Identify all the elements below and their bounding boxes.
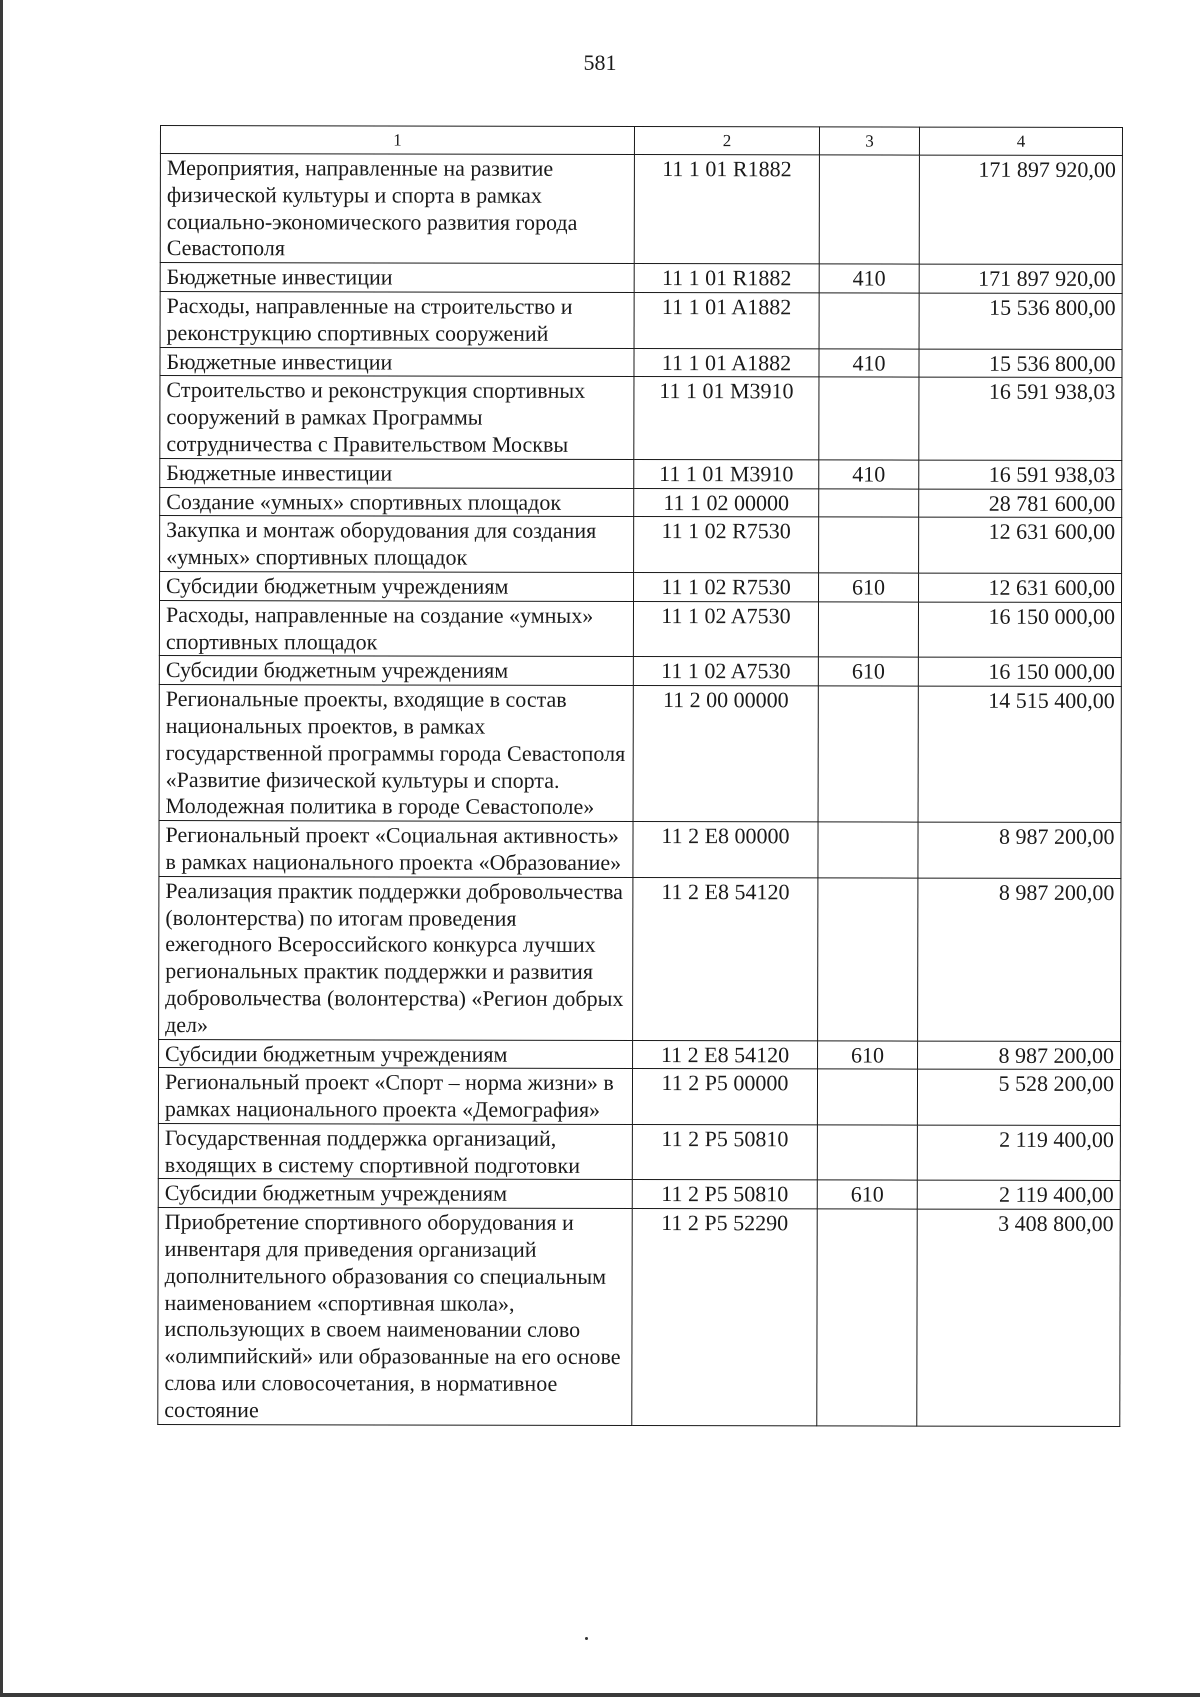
row-code-cell: 11 2 E8 00000 xyxy=(633,822,818,878)
table-row xyxy=(160,291,1122,349)
row-code-cell: 11 1 02 R7530 xyxy=(634,517,819,573)
row-amount-cell: 5 528 200,00 xyxy=(917,1069,1120,1125)
row-code-cell: 11 1 02 00000 xyxy=(634,488,819,517)
row-code-cell: 11 1 01 M3910 xyxy=(634,459,819,488)
row-type-cell: 410 xyxy=(819,264,919,293)
column-header-4: 4 xyxy=(919,127,1122,155)
row-name-cell: Субсидии бюджетным учреждениям xyxy=(160,571,634,601)
row-name-cell: Бюджетные инвестиции xyxy=(160,347,634,377)
row-name-cell: Субсидии бюджетным учреждениям xyxy=(159,1039,633,1069)
row-name-cell: Бюджетные инвестиции xyxy=(160,263,634,293)
table-row xyxy=(158,1068,1120,1126)
row-type-cell xyxy=(817,1125,917,1181)
scan-left-edge xyxy=(0,0,3,1697)
row-amount-cell: 28 781 600,00 xyxy=(919,489,1122,518)
row-amount-cell: 8 987 200,00 xyxy=(918,822,1121,878)
row-type-cell: 610 xyxy=(818,1040,918,1069)
row-code-cell: 11 1 01 R1882 xyxy=(634,264,819,293)
row-name-cell: Региональные проекты, входящие в состав национальных проектов, в рамках государственной программы города Севастополя «Развитие физической культуры и спорта. Молодежная политика в городе Севастополе» xyxy=(159,685,633,822)
table-row xyxy=(159,600,1121,658)
row-code-cell: 11 2 P5 50810 xyxy=(632,1124,817,1180)
row-name-cell: Бюджетные инвестиции xyxy=(160,458,634,488)
header-row xyxy=(160,126,1122,156)
row-type-cell xyxy=(818,686,918,822)
row-code-cell: 11 1 01 R1882 xyxy=(634,154,819,264)
row-amount-cell: 16 591 938,03 xyxy=(919,460,1122,489)
row-type-cell: 410 xyxy=(819,348,919,377)
row-name-cell: Расходы, направленные на создание «умных» спортивных площадок xyxy=(159,600,633,657)
page-number: 581 xyxy=(583,50,617,75)
row-type-cell xyxy=(817,1069,917,1125)
table-row xyxy=(160,263,1122,294)
table-row xyxy=(158,1179,1120,1210)
row-code-cell: 11 1 02 A7530 xyxy=(633,601,818,657)
row-code-cell: 11 2 E8 54120 xyxy=(633,1040,818,1069)
table-row xyxy=(159,656,1121,687)
row-amount-cell: 3 408 800,00 xyxy=(917,1209,1120,1426)
row-name-cell: Расходы, направленные на строительство и реконструкцию спортивных сооружений xyxy=(160,291,634,348)
row-name-cell: Региональный проект «Социальная активность» в рамках национального проекта «Образование» xyxy=(159,821,633,878)
table-row xyxy=(160,376,1122,460)
row-name-cell: Приобретение спортивного оборудования и инвентаря для приведения организаций дополнительного образования со специальным наименованием «спортивная школа», использующих в своем наименовании слово «олимпийский» или образованные на его основе слова или словосочетания, в нормативное состояние xyxy=(158,1208,632,1425)
row-type-cell xyxy=(819,377,919,460)
row-type-cell xyxy=(818,878,918,1041)
row-amount-cell: 14 515 400,00 xyxy=(918,686,1121,822)
row-amount-cell: 15 536 800,00 xyxy=(919,293,1122,349)
row-code-cell: 11 2 P5 52290 xyxy=(632,1209,817,1426)
row-amount-cell: 171 897 920,00 xyxy=(919,264,1122,293)
row-code-cell: 11 2 00 00000 xyxy=(633,686,818,822)
row-name-cell: Реализация практик поддержки добровольчества (волонтерства) по итогам проведения ежегодного Всероссийского конкурса лучших региональных практик поддержки и развития добровольчества (волонтерства) «Регион добрых дел» xyxy=(159,876,633,1040)
row-amount-cell: 15 536 800,00 xyxy=(919,349,1122,378)
table-row xyxy=(160,487,1122,518)
budget-table xyxy=(157,125,1123,1427)
row-amount-cell: 2 119 400,00 xyxy=(917,1181,1120,1210)
row-type-cell xyxy=(819,155,919,264)
row-amount-cell: 16 591 938,03 xyxy=(919,377,1122,460)
row-code-cell: 11 2 P5 00000 xyxy=(632,1069,817,1125)
row-name-cell: Региональный проект «Спорт – норма жизни» в рамках национального проекта «Демография» xyxy=(158,1068,632,1125)
table-row xyxy=(159,685,1121,823)
row-type-cell: 410 xyxy=(819,460,919,489)
row-type-cell xyxy=(819,517,919,573)
row-type-cell xyxy=(819,293,919,349)
table-row xyxy=(160,458,1122,489)
table-row xyxy=(159,821,1121,879)
row-code-cell: 11 1 02 R7530 xyxy=(634,572,819,601)
row-code-cell: 11 2 P5 50810 xyxy=(632,1180,817,1209)
row-type-cell xyxy=(817,1209,917,1426)
row-type-cell: 610 xyxy=(818,657,918,686)
row-amount-cell: 16 150 000,00 xyxy=(918,657,1121,686)
table-row xyxy=(158,1208,1120,1426)
scan-bottom-edge xyxy=(0,1693,1200,1697)
column-header-3: 3 xyxy=(819,127,919,155)
table-row xyxy=(159,1039,1121,1070)
row-type-cell xyxy=(818,822,918,878)
table-row xyxy=(160,516,1122,574)
row-name-cell: Строительство и реконструкция спортивных сооружений в рамках Программы сотрудничества с Правительством Москвы xyxy=(160,376,634,459)
row-amount-cell: 2 119 400,00 xyxy=(917,1125,1120,1181)
table-row xyxy=(159,876,1121,1041)
row-name-cell: Создание «умных» спортивных площадок xyxy=(160,487,634,517)
table-row xyxy=(160,347,1122,378)
row-code-cell: 11 2 E8 54120 xyxy=(633,877,818,1040)
row-name-cell: Субсидии бюджетным учреждениям xyxy=(159,656,633,686)
row-amount-cell: 8 987 200,00 xyxy=(918,878,1121,1041)
table-row xyxy=(160,571,1122,602)
column-header-1: 1 xyxy=(160,126,634,155)
row-code-cell: 11 1 01 A1882 xyxy=(634,292,819,348)
table-row xyxy=(158,1123,1120,1181)
row-code-cell: 11 1 01 M3910 xyxy=(634,377,819,460)
row-type-cell xyxy=(819,488,919,517)
row-amount-cell: 12 631 600,00 xyxy=(919,517,1122,573)
row-type-cell: 610 xyxy=(819,573,919,602)
row-code-cell: 11 1 01 A1882 xyxy=(634,348,819,377)
table-row xyxy=(160,154,1122,265)
row-name-cell: Мероприятия, направленные на развитие физической культуры и спорта в рамках социально-экономического развития города Севастополя xyxy=(160,154,634,264)
row-name-cell: Субсидии бюджетным учреждениям xyxy=(158,1179,632,1209)
column-header-2: 2 xyxy=(634,126,819,154)
row-amount-cell: 171 897 920,00 xyxy=(919,155,1122,265)
row-amount-cell: 8 987 200,00 xyxy=(918,1041,1121,1070)
row-amount-cell: 12 631 600,00 xyxy=(919,573,1122,602)
row-amount-cell: 16 150 000,00 xyxy=(918,602,1121,658)
row-type-cell: 610 xyxy=(817,1180,917,1209)
row-code-cell: 11 1 02 A7530 xyxy=(633,657,818,686)
scan-speck xyxy=(585,1637,588,1640)
table-body xyxy=(158,154,1123,1427)
row-name-cell: Государственная поддержка организаций, входящих в систему спортивной подготовки xyxy=(158,1123,632,1180)
row-name-cell: Закупка и монтаж оборудования для создания «умных» спортивных площадок xyxy=(160,516,634,573)
row-type-cell xyxy=(818,602,918,658)
